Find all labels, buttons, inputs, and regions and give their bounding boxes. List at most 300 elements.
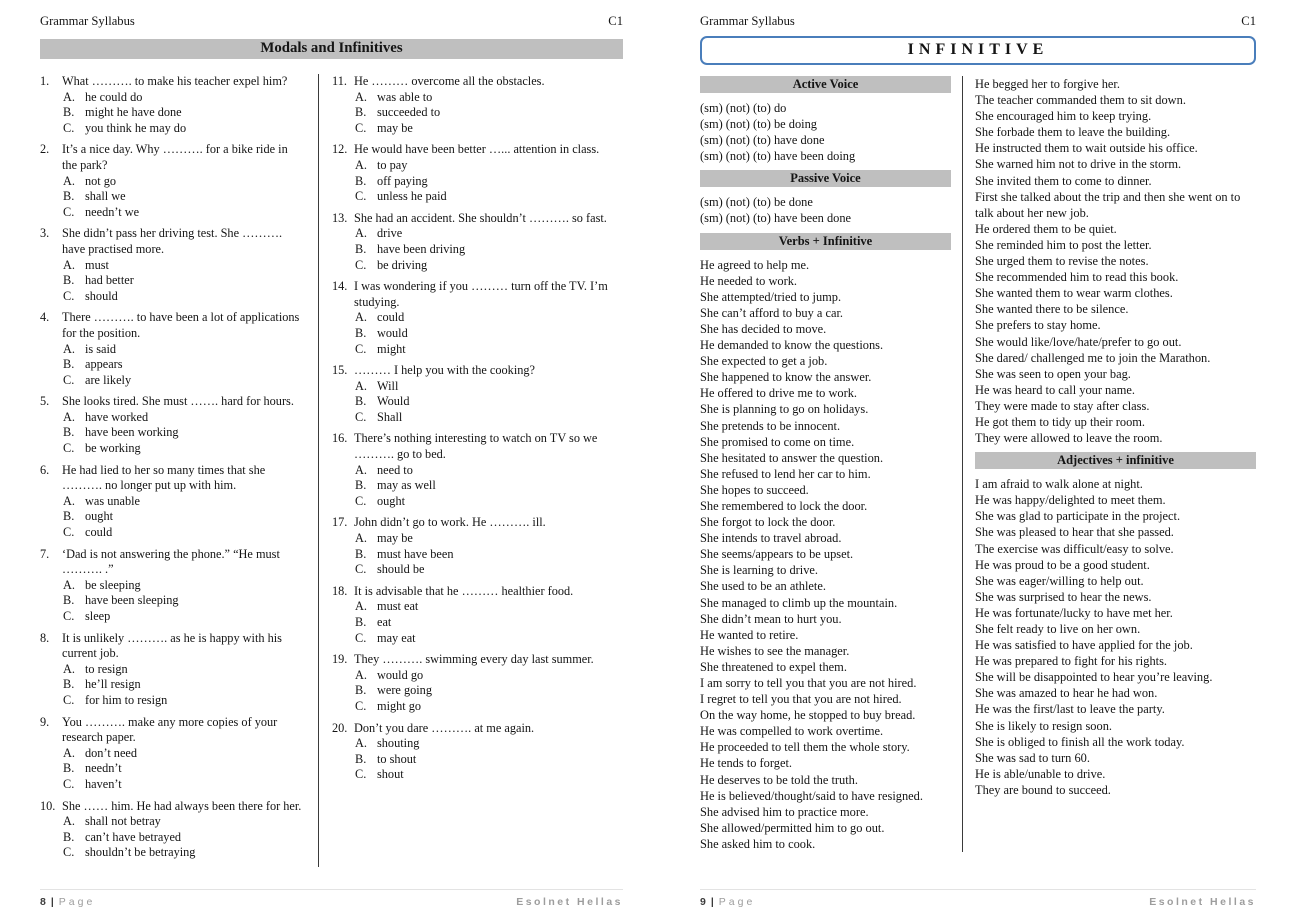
- answer-option: [63, 746, 304, 762]
- question-text: She looks tired. She must ……. hard for hours.: [62, 394, 294, 409]
- option-text: Would: [377, 394, 410, 409]
- answer-option: [355, 752, 623, 768]
- question-text: He ……… overcome all the obstacles.: [354, 74, 545, 88]
- question-number: 14.: [332, 279, 348, 294]
- sentence-line: She would like/love/hate/prefer to go out.: [975, 334, 1182, 349]
- option-text: have been sleeping: [85, 593, 179, 608]
- answer-option: [63, 425, 304, 441]
- sentence-line: She hopes to succeed.: [700, 482, 809, 497]
- section-heading: Passive Voice: [700, 170, 951, 187]
- answer-options: [355, 379, 623, 426]
- answer-option: [355, 379, 623, 395]
- sentence-line: She recommended him to read this book.: [975, 270, 1179, 285]
- option-text: shouldn’t be betraying: [85, 845, 196, 860]
- question-item: [40, 310, 304, 388]
- option-text: you think he may do: [85, 120, 187, 135]
- question-number: 1.: [40, 74, 50, 88]
- question-head: [332, 74, 623, 90]
- question-head: [332, 363, 623, 379]
- sentence-line: I regret to tell you that you are not hired.: [700, 692, 902, 707]
- option-text: appears: [85, 357, 123, 372]
- answer-option: [355, 736, 623, 752]
- question-number: 20.: [332, 720, 348, 735]
- question-text: She …… him. He had always been there for her.: [62, 798, 302, 813]
- option-letter: C.: [355, 409, 367, 424]
- question-item: [332, 652, 623, 714]
- option-text: for him to resign: [85, 692, 168, 707]
- footer-brand: Esolnet Hellas: [516, 896, 623, 908]
- answer-option: [355, 463, 623, 479]
- answer-option: [63, 814, 304, 830]
- sentence-line: He is believed/thought/said to have resigned.: [700, 788, 923, 803]
- option-text: haven’t: [85, 776, 122, 791]
- answer-option: [355, 342, 623, 358]
- sentence-line: They were allowed to leave the room.: [975, 431, 1163, 446]
- option-letter: A.: [63, 577, 75, 592]
- answer-option: [63, 258, 304, 274]
- sentence-line: She was pleased to hear that she passed.: [975, 525, 1174, 540]
- question-number: 18.: [332, 583, 348, 598]
- question-item: [40, 142, 304, 220]
- question-number: 13.: [332, 210, 348, 225]
- option-letter: A.: [355, 599, 367, 614]
- option-letter: A.: [63, 745, 75, 760]
- question-head: [40, 310, 304, 341]
- option-letter: C.: [355, 698, 367, 713]
- answer-option: [355, 562, 623, 578]
- sentence-line: She was glad to participate in the project.: [975, 509, 1181, 524]
- sentence-line: She invited them to come to dinner.: [975, 173, 1152, 188]
- option-text: may be: [377, 120, 413, 135]
- question-text: He would have been better …... attention in class.: [354, 142, 600, 157]
- question-head: [332, 652, 623, 668]
- question-text: Don’t you dare ………. at me again.: [354, 720, 535, 735]
- answer-option: [355, 121, 623, 137]
- question-head: [332, 515, 623, 531]
- header-title: Grammar Syllabus: [40, 14, 135, 28]
- question-number: 7.: [40, 546, 50, 561]
- answer-option: [63, 777, 304, 793]
- option-text: not go: [85, 173, 117, 188]
- sentence-line: She refused to lend her car to him.: [700, 466, 871, 481]
- option-text: must eat: [377, 599, 419, 614]
- section-heading: Adjectives + infinitive: [975, 452, 1256, 469]
- question-head: [40, 631, 304, 662]
- sentence-line: He offered to drive me to work.: [700, 386, 858, 401]
- question-head: [40, 799, 304, 815]
- sentence-line: She encouraged him to keep trying.: [975, 109, 1152, 124]
- option-letter: C.: [355, 341, 367, 356]
- option-letter: C.: [63, 692, 75, 707]
- option-letter: B.: [355, 615, 367, 629]
- answer-options: [355, 226, 623, 273]
- reference-column-2: [963, 76, 1256, 852]
- option-text: to pay: [377, 157, 408, 172]
- question-number: 10.: [40, 798, 56, 813]
- option-text: succeeded to: [377, 105, 441, 120]
- option-text: must: [85, 257, 109, 272]
- option-text: Shall: [377, 409, 403, 424]
- sentence-line: She remembered to lock the door.: [700, 498, 868, 513]
- question-item: [40, 631, 304, 709]
- question-head: [332, 431, 623, 462]
- question-item: [40, 463, 304, 541]
- option-letter: C.: [63, 204, 75, 219]
- option-text: is said: [85, 341, 117, 356]
- question-number: 16.: [332, 431, 348, 446]
- answer-option: [355, 105, 623, 121]
- sentence-line: She prefers to stay home.: [975, 318, 1101, 333]
- answer-options: [355, 310, 623, 357]
- question-text: John didn’t go to work. He ………. ill.: [354, 515, 546, 530]
- option-text: have been driving: [377, 241, 466, 256]
- question-item: [40, 394, 304, 456]
- question-item: [332, 584, 623, 646]
- option-text: was unable: [85, 493, 140, 508]
- option-text: to shout: [377, 751, 417, 766]
- question-head: [332, 721, 623, 737]
- header-level: C1: [1241, 14, 1256, 28]
- answer-option: [355, 767, 623, 783]
- option-text: might: [377, 341, 406, 356]
- option-text: can’t have betrayed: [85, 829, 182, 844]
- option-letter: B.: [355, 325, 367, 340]
- option-letter: B.: [355, 173, 367, 188]
- sentence-line: She warned him not to drive in the storm.: [975, 157, 1182, 172]
- option-text: be sleeping: [85, 577, 141, 592]
- sentence-line: On the way home, he stopped to buy bread.: [700, 708, 916, 723]
- sentence-line: She happened to know the answer.: [700, 370, 872, 385]
- answer-option: [355, 394, 623, 410]
- option-text: be driving: [377, 257, 428, 272]
- answer-option: [63, 609, 304, 625]
- sentence-line: He was prepared to fight for his rights.: [975, 654, 1168, 669]
- option-letter: A.: [63, 89, 75, 104]
- option-letter: A.: [63, 409, 75, 424]
- option-letter: C.: [63, 845, 75, 860]
- section-title: Modals and Infinitives: [260, 40, 403, 56]
- option-letter: C.: [63, 776, 75, 791]
- option-text: eat: [377, 615, 392, 629]
- header-title: Grammar Syllabus: [700, 14, 795, 28]
- sentence-line: He was proud to be a good student.: [975, 557, 1150, 572]
- question-item: [332, 721, 623, 783]
- sentence-line: She is planning to go on holidays.: [700, 402, 869, 417]
- option-letter: A.: [63, 814, 75, 829]
- question-item: [40, 799, 304, 861]
- answer-option: [63, 205, 304, 221]
- sentence-line: He was happy/delighted to meet them.: [975, 493, 1166, 508]
- option-letter: A.: [355, 157, 367, 172]
- question-item: [332, 211, 623, 273]
- sentence-line: She has decided to move.: [700, 321, 827, 336]
- option-letter: B.: [63, 761, 75, 776]
- section-heading: Verbs + Infinitive: [700, 233, 951, 250]
- answer-option: [355, 226, 623, 242]
- infinitive-title-box: [700, 36, 1256, 65]
- option-letter: A.: [355, 462, 367, 477]
- question-text: He had lied to her so many times that she ………. no longer put up with him.: [62, 462, 266, 493]
- question-item: [40, 715, 304, 793]
- option-letter: B.: [63, 189, 75, 204]
- question-head: [332, 584, 623, 600]
- option-letter: A.: [355, 531, 367, 546]
- option-text: may as well: [377, 478, 436, 493]
- sentence-line: She managed to climb up the mountain.: [700, 595, 898, 610]
- option-text: might go: [377, 698, 422, 713]
- question-number: 19.: [332, 652, 348, 667]
- answer-options: [355, 599, 623, 646]
- option-text: have been working: [85, 425, 179, 440]
- sentence-line: He demanded to know the questions.: [700, 338, 884, 353]
- question-text: ……… I help you with the cooking?: [354, 363, 536, 378]
- question-head: [40, 226, 304, 257]
- infinitive-title: INFINITIVE: [907, 41, 1049, 58]
- answer-option: [355, 326, 623, 342]
- sentence-line: She urged them to revise the notes.: [975, 254, 1149, 269]
- question-text: It is unlikely ………. as he is happy with his current job.: [62, 630, 282, 661]
- option-text: drive: [377, 226, 403, 241]
- question-text: There’s nothing interesting to watch on TV so we ………. go to bed.: [354, 431, 598, 462]
- sentence-line: She used to be an athlete.: [700, 579, 826, 594]
- sentence-line: He begged her to forgive her.: [975, 77, 1120, 91]
- question-number: 9.: [40, 714, 50, 729]
- option-letter: C.: [63, 609, 75, 623]
- option-letter: B.: [63, 425, 75, 440]
- option-letter: A.: [355, 89, 367, 104]
- sentence-line: The teacher commanded them to sit down.: [975, 93, 1186, 108]
- sentence-line: He got them to tidy up their room.: [975, 414, 1146, 429]
- answer-option: [355, 599, 623, 615]
- option-text: shall we: [85, 189, 126, 204]
- question-item: [332, 279, 623, 357]
- option-letter: C.: [355, 189, 367, 204]
- answer-option: [63, 105, 304, 121]
- answer-options: [63, 174, 304, 221]
- answer-option: [63, 509, 304, 525]
- option-letter: B.: [355, 394, 367, 409]
- question-number: 12.: [332, 142, 348, 157]
- answer-option: [63, 761, 304, 777]
- answer-option: [355, 494, 623, 510]
- sentence-line: She asked him to cook.: [700, 836, 816, 851]
- questions-area: [40, 74, 623, 867]
- question-head: [40, 547, 304, 578]
- option-text: he’ll resign: [85, 677, 141, 692]
- sentence-line: She dared/ challenged me to join the Marathon.: [975, 350, 1211, 365]
- option-letter: C.: [355, 493, 367, 508]
- answer-option: [355, 615, 623, 631]
- option-letter: C.: [63, 441, 75, 456]
- sentence-line: He was fortunate/lucky to have met her.: [975, 605, 1173, 620]
- answer-options: [63, 746, 304, 793]
- option-letter: C.: [355, 767, 367, 782]
- questions-column-1: [40, 74, 318, 867]
- answer-option: [355, 631, 623, 647]
- sentence-line: (sm) (not) (to) have been doing: [700, 149, 856, 164]
- option-text: shouting: [377, 736, 420, 751]
- answer-option: [63, 410, 304, 426]
- sentence-line: He instructed them to wait outside his office.: [975, 141, 1198, 156]
- option-text: ought: [85, 509, 114, 524]
- option-text: shout: [377, 767, 404, 782]
- option-text: don’t need: [85, 745, 138, 760]
- option-letter: B.: [355, 241, 367, 256]
- question-item: [332, 142, 623, 204]
- answer-option: [355, 158, 623, 174]
- sentence-line: She pretends to be innocent.: [700, 418, 841, 433]
- option-letter: B.: [63, 273, 75, 288]
- answer-option: [63, 441, 304, 457]
- question-number: 4.: [40, 310, 50, 325]
- sentence-line: She is obliged to finish all the work today.: [975, 734, 1185, 749]
- header-level: C1: [608, 14, 623, 28]
- sentence-line: She was eager/willing to help out.: [975, 573, 1144, 588]
- answer-options: [63, 258, 304, 305]
- sentence-line: He needed to work.: [700, 273, 798, 288]
- sentence-line: He was satisfied to have applied for the job.: [975, 638, 1193, 653]
- option-text: had better: [85, 273, 134, 288]
- section-heading: Active Voice: [700, 76, 951, 93]
- answer-options: [355, 158, 623, 205]
- answer-option: [355, 683, 623, 699]
- question-item: [332, 363, 623, 425]
- page-header: [700, 14, 1256, 29]
- answer-options: [63, 90, 304, 137]
- sentence-line: They were made to stay after class.: [975, 398, 1150, 413]
- question-text: There ………. to have been a lot of applications for the position.: [62, 310, 300, 340]
- sentence-line: She didn’t mean to hurt you.: [700, 611, 842, 626]
- option-text: should: [85, 288, 118, 303]
- question-head: [40, 715, 304, 746]
- option-text: Will: [377, 378, 399, 393]
- question-item: [332, 74, 623, 136]
- question-text: She didn’t pass her driving test. She ………. have practised more.: [62, 226, 283, 256]
- option-letter: A.: [355, 736, 367, 751]
- answer-options: [355, 463, 623, 510]
- answer-option: [355, 174, 623, 190]
- option-text: unless he paid: [377, 189, 447, 204]
- answer-option: [63, 593, 304, 609]
- question-number: 11.: [332, 74, 347, 88]
- sentence-line: She will be disappointed to hear you’re leaving.: [975, 670, 1213, 685]
- answer-options: [355, 90, 623, 137]
- option-letter: B.: [355, 105, 367, 120]
- question-number: 8.: [40, 630, 50, 645]
- sentence-line: (sm) (not) (to) be doing: [700, 117, 817, 132]
- sentence-line: (sm) (not) (to) have done: [700, 133, 825, 148]
- reference-area: [700, 76, 1256, 852]
- sentence-line: He is able/unable to drive.: [975, 766, 1106, 781]
- option-letter: C.: [355, 630, 367, 645]
- option-letter: A.: [63, 173, 75, 188]
- option-text: would go: [377, 667, 424, 682]
- option-text: may be: [377, 531, 413, 546]
- footer-brand: Esolnet Hellas: [1149, 896, 1256, 908]
- section-title-bar: [40, 39, 623, 59]
- option-letter: B.: [355, 478, 367, 493]
- page-header: [40, 14, 623, 29]
- answer-option: [63, 90, 304, 106]
- question-item: [332, 515, 623, 577]
- question-head: [40, 394, 304, 410]
- option-text: needn’t we: [85, 204, 140, 219]
- option-text: might he have done: [85, 105, 182, 120]
- sentence-line: The exercise was difficult/easy to solve.: [975, 541, 1174, 556]
- option-letter: A.: [355, 310, 367, 325]
- question-head: [332, 279, 623, 310]
- answer-options: [63, 814, 304, 861]
- option-text: off paying: [377, 173, 428, 188]
- sentence-line: She was amazed to hear he had won.: [975, 686, 1158, 701]
- question-text: What ………. to make his teacher expel him?: [62, 74, 288, 88]
- question-item: [40, 547, 304, 625]
- answer-options: [63, 662, 304, 709]
- sentence-line: He wanted to retire.: [700, 627, 799, 642]
- question-number: 17.: [332, 515, 348, 530]
- question-number: 5.: [40, 394, 50, 409]
- question-item: [40, 226, 304, 304]
- option-letter: C.: [355, 120, 367, 135]
- sentence-line: He tends to forget.: [700, 756, 792, 771]
- option-letter: A.: [355, 667, 367, 682]
- answer-option: [63, 357, 304, 373]
- sentence-line: She wanted them to wear warm clothes.: [975, 286, 1173, 301]
- sentence-line: He proceeded to tell them the whole story.: [700, 740, 910, 755]
- option-letter: B.: [63, 829, 75, 844]
- option-text: may eat: [377, 630, 416, 645]
- answer-option: [63, 578, 304, 594]
- question-text: I was wondering if you ……… turn off the TV. I’m studying.: [354, 279, 608, 309]
- answer-options: [355, 531, 623, 578]
- sentence-line: (sm) (not) (to) do: [700, 101, 787, 115]
- sentence-line: I am afraid to walk alone at night.: [975, 477, 1143, 492]
- answer-option: [355, 310, 623, 326]
- option-letter: B.: [355, 683, 367, 698]
- option-text: were going: [377, 683, 432, 698]
- sentence-line: (sm) (not) (to) have been done: [700, 211, 852, 226]
- option-text: could: [377, 310, 405, 325]
- option-text: sleep: [85, 609, 111, 623]
- option-text: was able to: [377, 89, 433, 104]
- option-text: should be: [377, 562, 425, 577]
- reference-column-1: [700, 76, 962, 852]
- sentence-line: I am sorry to tell you that you are not hired.: [700, 676, 917, 690]
- option-letter: C.: [63, 288, 75, 303]
- sentence-line: She advised him to practice more.: [700, 804, 869, 819]
- answer-options: [355, 736, 623, 783]
- option-letter: B.: [63, 509, 75, 524]
- question-item: [40, 74, 304, 136]
- sentence-line: He ordered them to be quiet.: [975, 221, 1117, 236]
- sentence-line: He agreed to help me.: [700, 257, 810, 272]
- answer-option: [63, 677, 304, 693]
- option-letter: C.: [63, 120, 75, 135]
- answer-options: [63, 342, 304, 389]
- sentence-line: She was seen to open your bag.: [975, 366, 1131, 381]
- sentence-line: She intends to travel abroad.: [700, 531, 842, 546]
- sentence-line: (sm) (not) (to) be done: [700, 195, 813, 210]
- answer-option: [63, 830, 304, 846]
- option-text: to resign: [85, 661, 128, 676]
- answer-options: [63, 410, 304, 457]
- answer-option: [63, 845, 304, 861]
- answer-option: [63, 189, 304, 205]
- option-letter: C.: [355, 257, 367, 272]
- option-letter: A.: [63, 661, 75, 676]
- option-letter: A.: [63, 257, 75, 272]
- answer-option: [355, 410, 623, 426]
